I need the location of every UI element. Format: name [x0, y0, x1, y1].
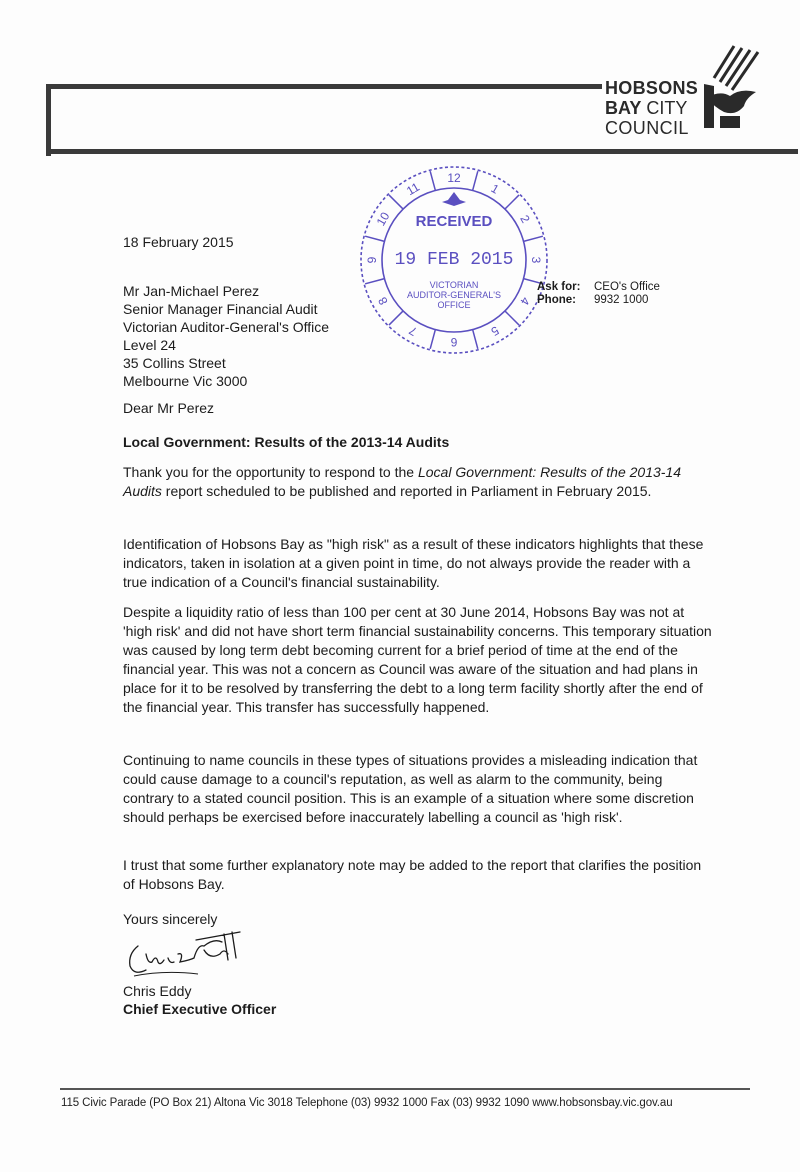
stamp-clock-number: 12	[447, 171, 461, 185]
recipient-address	[123, 282, 329, 390]
phone-label: Phone:	[537, 294, 576, 306]
recipient-city: Melbourne Vic 3000	[123, 373, 248, 389]
stamp-clock-number: 10	[373, 209, 393, 229]
logo-line-3: COUNCIL	[605, 118, 689, 138]
stamp-tick	[473, 171, 478, 190]
stamp-tick	[389, 311, 403, 325]
stamp-clock-number: 9	[365, 256, 379, 264]
stamp-tick	[524, 236, 543, 241]
stamp-clock-number: 1	[488, 181, 502, 197]
stamp-clock-number: 6	[450, 335, 458, 349]
recipient-title: Senior Manager Financial Audit	[123, 301, 318, 317]
handwritten-signature	[124, 924, 244, 982]
stamp-tick	[473, 330, 478, 349]
letter-date: 18 February 2015	[123, 234, 234, 250]
stamp-tick	[430, 171, 435, 190]
report-title: Local Government: Results of the 2013-14 Audits	[123, 464, 682, 499]
signer-name: Chris Eddy	[123, 983, 192, 999]
stamp-clock-number: 11	[404, 179, 422, 199]
stamp-org-line-2: AUDITOR-GENERAL'S	[406, 290, 502, 300]
paragraph-3: Despite a liquidity ratio of less than 100 per cent at 30 June 2014, Hobsons Bay was not at 'high risk' and did not have short term financial sustainability concerns. This temporary situation was caused by long term debt becoming current for a brief period of time at the end of the financial year. This was not a concern as Council was aware of the situation and had plans in place for it to be resolved by transferring the debt to a long term facility shortly after the end of the financial year. This transfer has successfully happened.	[123, 604, 712, 715]
paragraph-2: Identification of Hobsons Bay as "high risk" as a result of these indicators highlights that these indicators, taken in isolation at a given point in time, do not always provide the reader with a true indication of a Council's financial sustainability.	[123, 536, 704, 590]
recipient-office: Victorian Auditor-General's Office	[123, 319, 330, 335]
signer-title: Chief Executive Officer	[123, 1001, 277, 1017]
stamp-tick	[430, 330, 435, 349]
signer-block	[123, 982, 276, 1018]
recipient-level: Level 24	[123, 337, 176, 353]
stamp-tick	[389, 195, 403, 209]
stamp-clock-number: 8	[375, 294, 391, 308]
footer-contact: 115 Civic Parade (PO Box 21) Altona Vic 3018 Telephone (03) 9932 1000 Fax (03) 9932 1090 www.hobsonsbay.vic.gov.au	[61, 1097, 673, 1109]
subject-line: Local Government: Results of the 2013-14 Audits	[123, 434, 450, 450]
letterhead-bar-left	[46, 84, 51, 156]
stamp-clock-number: 3	[529, 256, 543, 264]
phone-value: 9932 1000	[594, 294, 649, 306]
contact-details	[537, 281, 660, 307]
stamp-tick	[365, 279, 384, 284]
paragraph-4: Continuing to name councils in these types of situations provides a misleading indication that could cause damage to a council's reputation, as well as alarm to the community, being contrary to a stated council position. This is an example of a situation where some discretion should perhaps be exercised before inaccurately labelling a council as 'high risk'.	[123, 752, 698, 825]
crown-icon	[442, 192, 466, 206]
letterhead-bar-top	[46, 84, 602, 89]
paragraph-1: Thank you for the opportunity to respond to the Local Government: Results of the 2013-14 Audits report scheduled to be published and reported in Parliament in February 2015.	[123, 464, 682, 499]
stamp-tick	[365, 236, 384, 241]
closing: Yours sincerely	[123, 911, 218, 927]
stamp-date: 19 FEB 2015	[394, 250, 514, 270]
ask-for-value: CEO's Office	[594, 281, 660, 293]
ask-for-label: Ask for:	[537, 281, 581, 293]
stamp-clock-number: 4	[517, 294, 533, 308]
stamp-org-line-3: OFFICE	[437, 300, 471, 310]
footer-rule	[60, 1088, 750, 1090]
logo-line-1: HOBSONS	[605, 78, 699, 98]
stamp-received-label: RECEIVED	[415, 213, 493, 230]
salutation: Dear Mr Perez	[123, 400, 215, 416]
stamp-tick	[505, 195, 519, 209]
stamp-tick	[505, 311, 519, 325]
recipient-name: Mr Jan-Michael Perez	[123, 283, 260, 299]
paragraph-5: I trust that some further explanatory note may be added to the report that clarifies the position of Hobsons Bay.	[123, 857, 702, 892]
stamp-clock-number: 5	[488, 323, 502, 339]
council-bird-logo-icon	[700, 40, 762, 132]
stamp-clock-number: 2	[517, 212, 533, 226]
stamp-org-line-1: VICTORIAN	[429, 280, 479, 290]
received-stamp	[354, 160, 554, 360]
logo-line-2: BAY CITY	[605, 98, 688, 118]
letterhead-bar-bottom	[46, 149, 798, 154]
stamp-clock-number: 7	[406, 323, 420, 339]
recipient-street: 35 Collins Street	[123, 355, 226, 371]
